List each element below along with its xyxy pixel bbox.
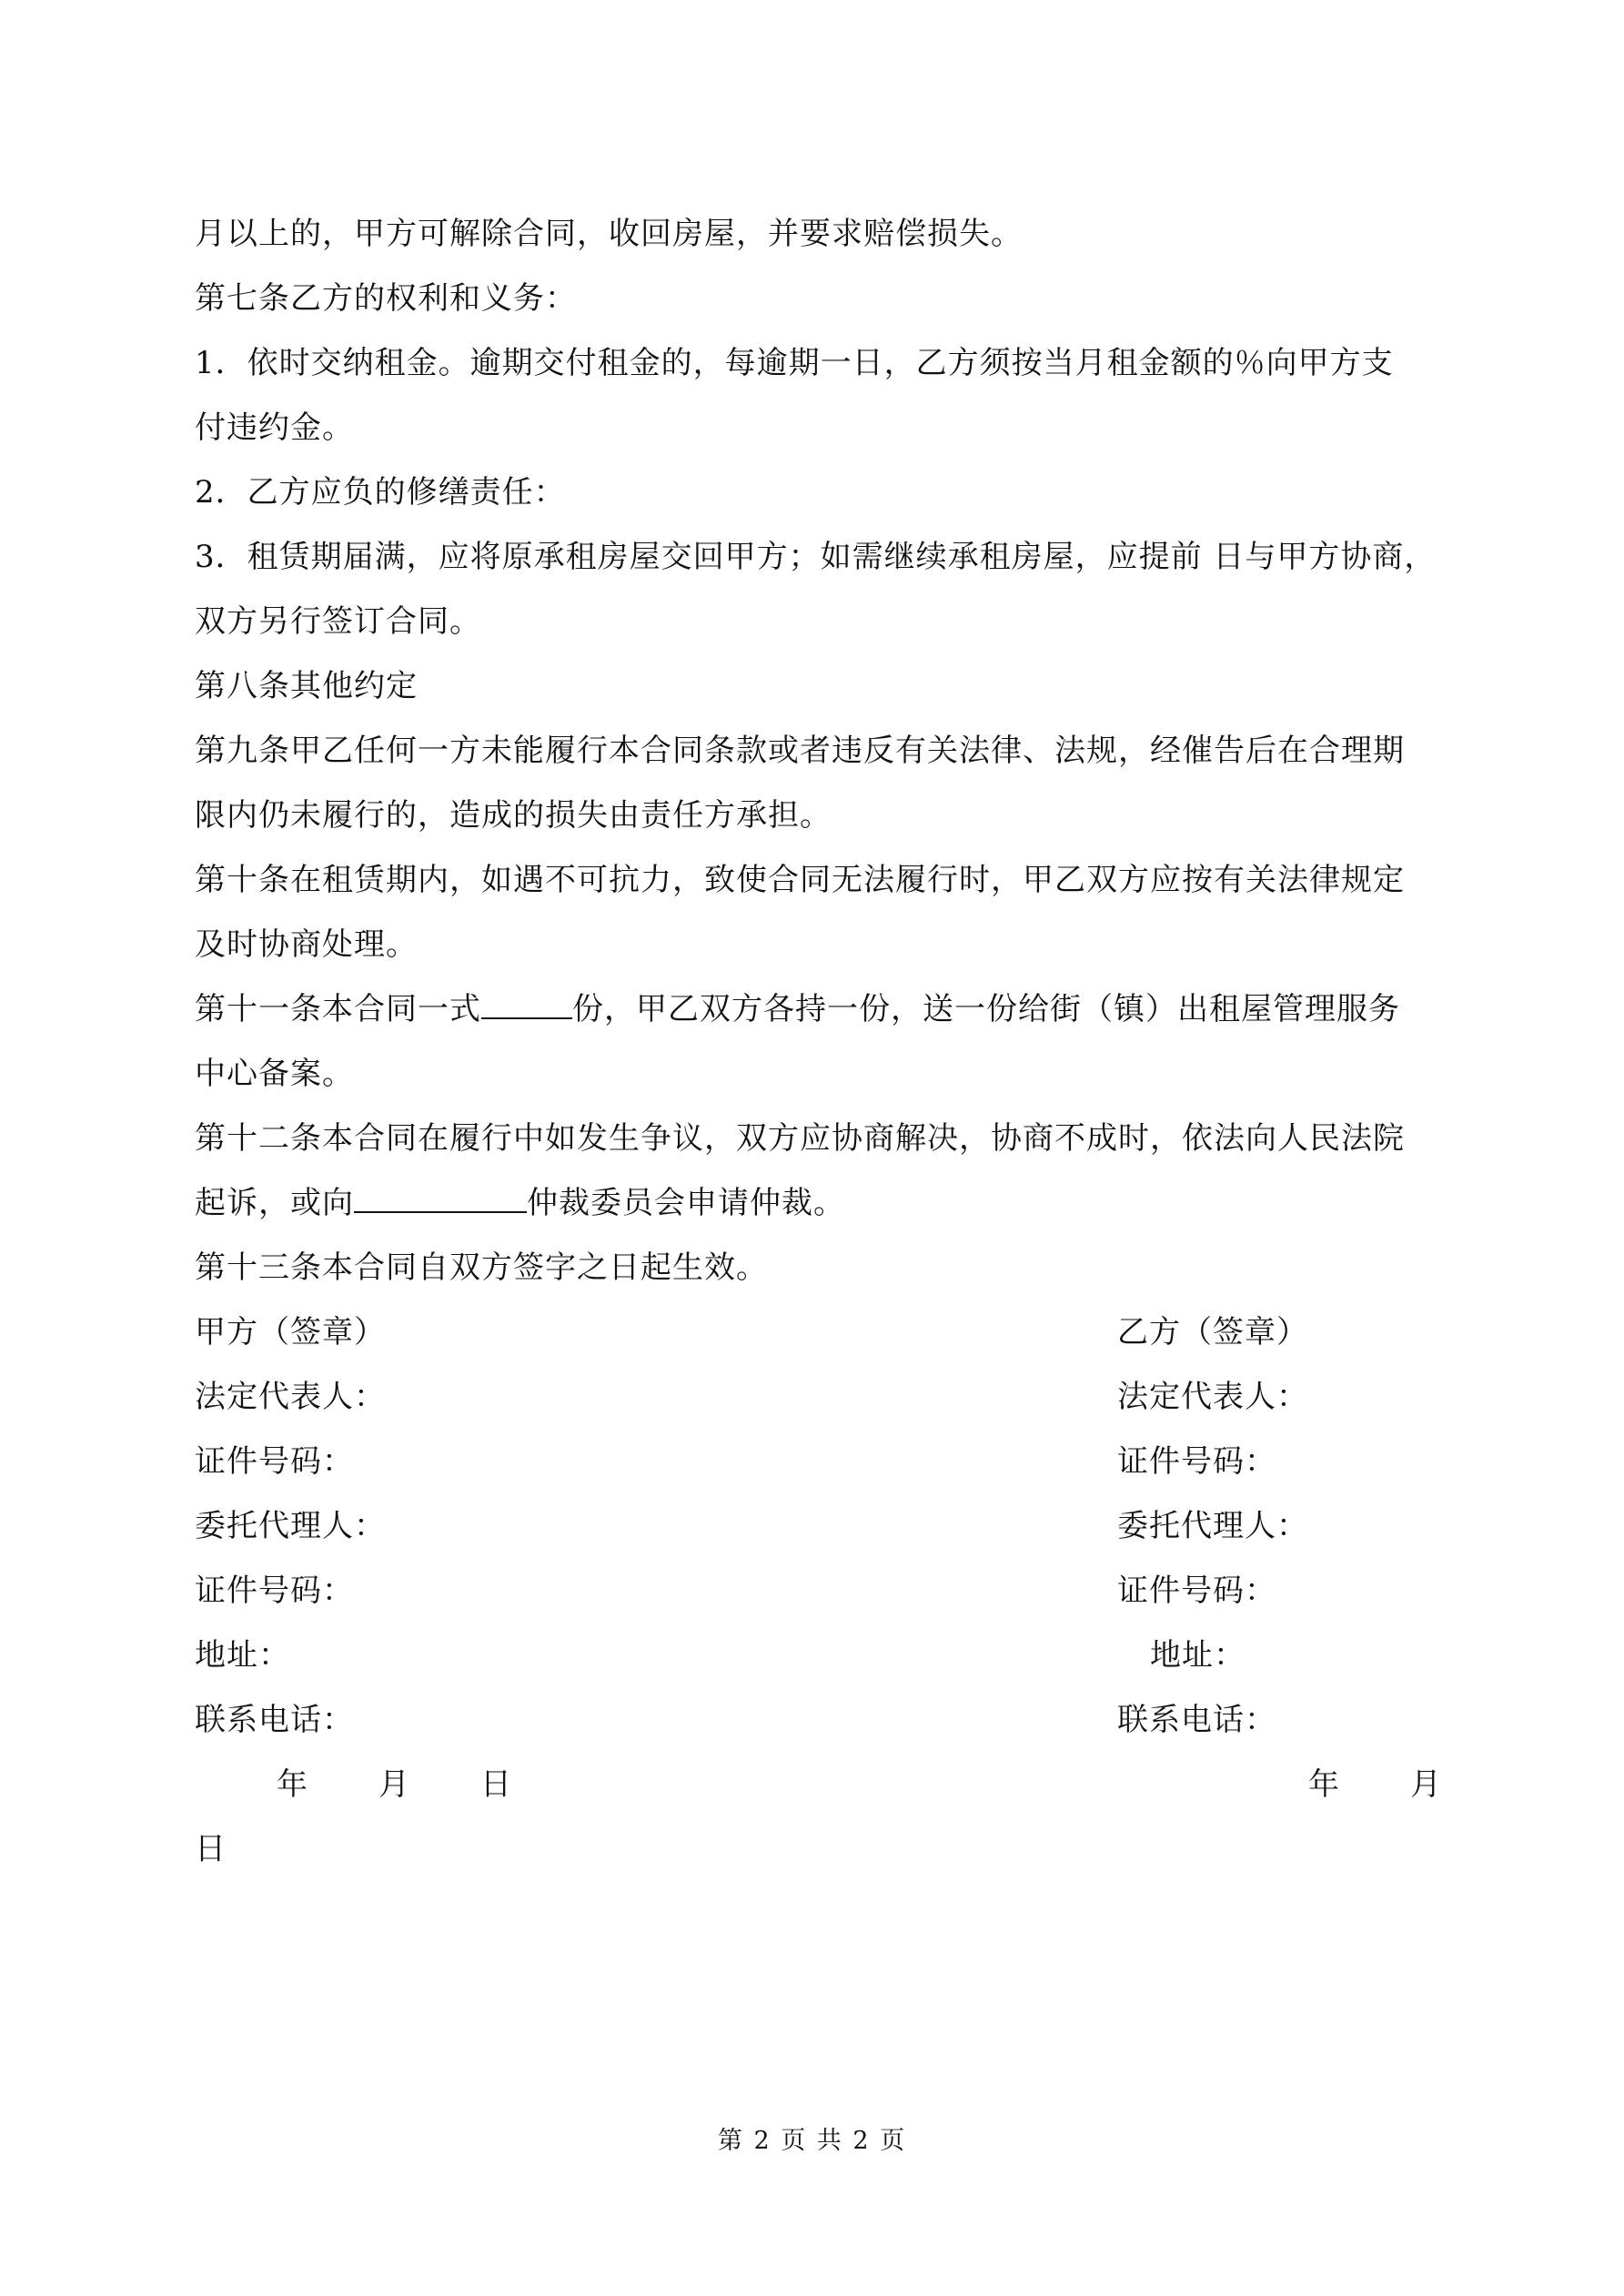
party-b-date-year: 年 (1308, 1766, 1339, 1803)
article-13: 第十三条本合同自双方签字之日起生效。 (195, 1249, 768, 1286)
party-b-phone: 联系电话： (1117, 1702, 1276, 1738)
party-a-agent: 委托代理人： (195, 1508, 386, 1544)
signature-row-seal (195, 1300, 1441, 1365)
body-line: 限内仍未履行的，造成的损失由责任方承担。 (195, 797, 832, 834)
party-b-id-no: 证件号码： (1117, 1443, 1276, 1480)
signature-row-phone (195, 1688, 1441, 1753)
body-line: 中心备案。 (195, 1056, 354, 1092)
signature-row-agent-id (195, 1559, 1441, 1623)
body-line: 及时协商处理。 (195, 926, 418, 963)
signature-row-agent (195, 1494, 1441, 1559)
signature-date-row-wrap (195, 1817, 1441, 1882)
article-11-text-b: 份，甲乙双方各持一份，送一份给街（镇）出租屋管理服务 (572, 991, 1400, 1027)
party-a-phone: 联系电话： (195, 1702, 354, 1738)
party-a-date-day: 日 (480, 1766, 511, 1803)
article-8-heading: 第八条其他约定 (195, 668, 418, 704)
signature-row-legal-rep (195, 1365, 1441, 1430)
article-12-text-a: 起诉，或向 (195, 1185, 354, 1221)
party-a-date-year: 年 (277, 1766, 308, 1803)
body-line: 2．乙方应负的修缮责任： (195, 474, 566, 511)
contract-body (195, 202, 1441, 1882)
party-b-date-day: 日 (195, 1831, 226, 1867)
article-10: 第十条在租赁期内，如遇不可抗力，致使合同无法履行时，甲乙双方应按有关法律规定 (195, 862, 1405, 898)
signature-row-id (195, 1430, 1441, 1494)
party-b-legal-rep: 法定代表人： (1117, 1379, 1308, 1415)
article-7-heading: 第七条乙方的权利和义务： (195, 280, 577, 317)
article-12: 第十二条本合同在履行中如发生争议，双方应协商解决，协商不成时，依法向人民法院 (195, 1120, 1405, 1157)
party-a-legal-rep: 法定代表人： (195, 1379, 386, 1415)
party-a-date-month: 月 (378, 1766, 409, 1803)
party-b-date-month: 月 (1410, 1766, 1441, 1803)
body-line: 月以上的，甲方可解除合同，收回房屋，并要求赔偿损失。 (195, 216, 1023, 252)
article-9: 第九条甲乙任何一方未能履行本合同条款或者违反有关法律、法规，经催告后在合理期 (195, 733, 1405, 769)
article-11 (195, 977, 1441, 1042)
party-b-agent: 委托代理人： (1117, 1508, 1308, 1544)
body-line: 3．租赁期届满，应将原承租房屋交回甲方；如需继续承租房屋，应提前 日与甲方协商， (195, 539, 1437, 575)
party-b-agent-id-no: 证件号码： (1117, 1573, 1276, 1609)
copies-blank (481, 992, 572, 1019)
body-line (195, 1171, 1441, 1236)
party-b-address: 地址： (1150, 1637, 1246, 1674)
party-a-seal: 甲方（签章） (195, 1314, 386, 1350)
page-footer: 第 2 页 共 2 页 (717, 2127, 907, 2155)
body-line: 付违约金。 (195, 410, 354, 446)
party-b-seal: 乙方（签章） (1117, 1314, 1308, 1350)
article-11-text-a: 第十一条本合同一式 (195, 991, 481, 1027)
party-a-agent-id-no: 证件号码： (195, 1573, 354, 1609)
signature-date-row (195, 1753, 1441, 1817)
body-line: 1．依时交纳租金。逾期交付租金的，每逾期一日，乙方须按当月租金额的％向甲方支 (195, 345, 1394, 381)
arbitration-blank (354, 1186, 527, 1213)
signature-row-address (195, 1623, 1441, 1688)
party-a-address: 地址： (195, 1637, 290, 1674)
article-12-text-b: 仲裁委员会申请仲裁。 (527, 1185, 845, 1221)
party-a-id-no: 证件号码： (195, 1443, 354, 1480)
body-line: 双方另行签订合同。 (195, 603, 481, 640)
